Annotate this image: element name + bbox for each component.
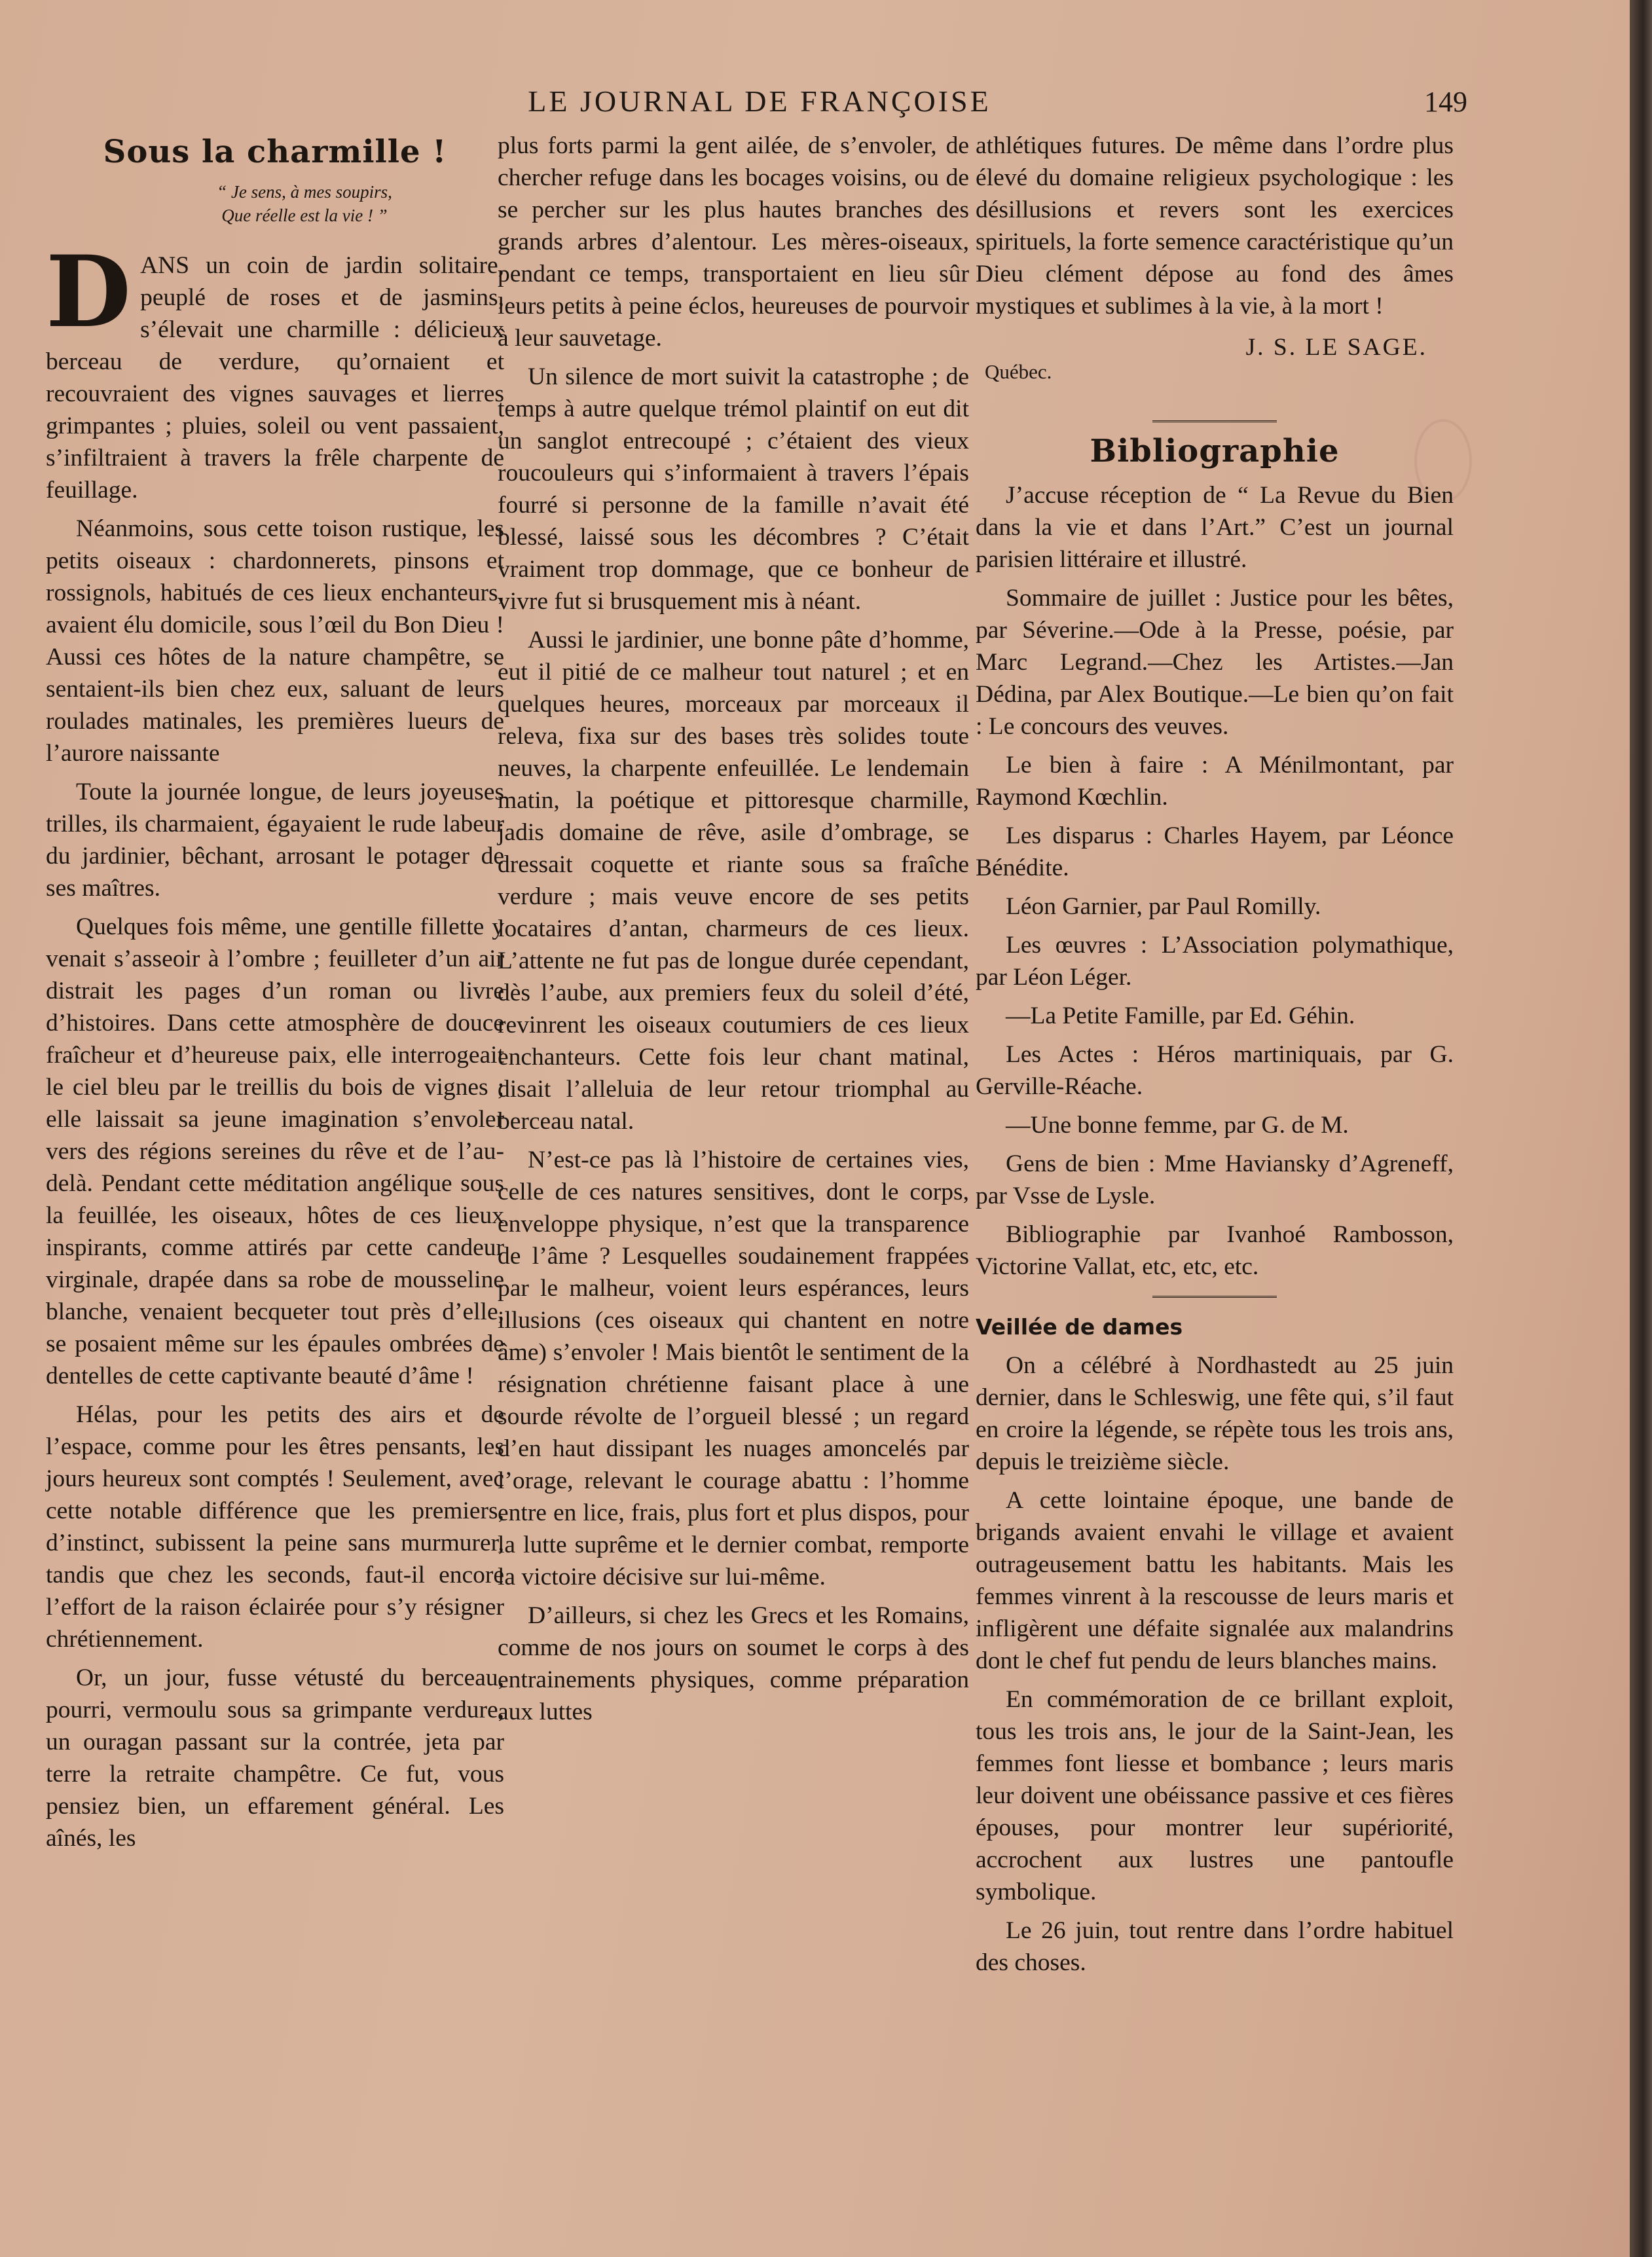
bibliography-paragraph-6: Les œuvres : L’Association polymathique, par Léon Léger. <box>976 932 1454 991</box>
column-1 <box>46 130 504 1861</box>
article-paragraph-2: Néanmoins, sous cette toison rustique, les petits oiseaux : chardonnerets, pinsons et rossignols, habitués de ces lieux enchanteurs, avaient élu domicile, sous l’œil du Bon Dieu ! Aussi ces hôtes de la nature champêtre, se sentaient-ils bien chez eux, saluant de leurs roulades matinales, les premières lueurs de l’aurore naissante <box>46 515 504 767</box>
bibliography-paragraph-8: Les Actes : Héros martiniquais, par G. Gerville-Réache. <box>976 1041 1454 1100</box>
column-3 <box>976 130 1454 1985</box>
bibliography-paragraph-3: Le bien à faire : A Ménilmontant, par Raymond Kœchlin. <box>976 752 1454 811</box>
article-paragraph-10: N’est-ce pas là l’histoire de certaines vies, celle de ces natures sensitives, dont le corps, enveloppe physique, n’est que la transparence de l’âme ? Lesquelles soudainement frappées par le malheur, voient leurs espérances, leurs illusions (ces oiseaux qui chantent en notre âme) s’envoler ! Mais bientôt le sentiment de la résignation chrétienne faisant place à une sourde révolte de l’orgueil blessé ; un regard d’en haut dissipant les nuages amoncelés par l’orage, relevant le courage abattu : l’homme entre en lice, frais, plus fort et plus dispos, pour la lutte suprême et le dernier combat, remporte la victoire décisive sur lui-même. <box>498 1147 969 1590</box>
bibliography-paragraph-10: Gens de bien : Mme Haviansky d’Agreneff, par Vsse de Lysle. <box>976 1150 1454 1209</box>
veillee-paragraph-4: Le 26 juin, tout rentre dans l’ordre habituel des choses. <box>976 1917 1454 1976</box>
epigraph <box>105 180 504 227</box>
section-divider <box>1152 1289 1277 1298</box>
article-paragraph-12: athlétiques futures. De même dans l’ordre plus élevé du domaine religieux psychologique : les désillusions et revers sont les exercices spirituels, la forte semence caractéristique qu’un Dieu clément dépose au fond des âmes mystiques et sublimes à la vie, à la mort ! <box>976 132 1454 320</box>
article-paragraph-9: Aussi le jardinier, une bonne pâte d’homme, eut il pitié de ce malheur tout naturel ; et en quelques heures, morceaux par morceaux il releva, fixa sur des bases très solides toute neuves, la charpente enfeuillée. Le lendemain matin, la poétique et pittoresque charmille, jadis domaine de rêve, asile d’ombrage, se dressait coquette et riante sous sa fraîche verdure ; mais veuve encore de ses petits locataires d’antan, charmeurs de ces lieux. L’attente ne fut pas de longue durée cependant, dès l’aube, aux premiers feux du soleil d’été, revinrent les oiseaux coutumiers de ces lieux enchanteurs. Cette fois leur chant matinal, disait l’alleluia de leur retour triomphal au berceau natal. <box>498 627 969 1135</box>
epigraph-line-1: “ Je sens, à mes soupirs, <box>217 182 392 202</box>
drop-cap: D <box>46 234 132 350</box>
section-divider <box>1152 414 1277 422</box>
article-paragraph-8: Un silence de mort suivit la catastrophe ; de temps à autre quelque trémol plaintif on eut dit un sanglot entrecoupé ; c’étaient des vieux roucouleurs qui s’informaient à travers l’épais fourré si personne de la famille n’avait été blessé, laissé sous les décombres ? C’était vraiment trop dommage, que ce bonheur de vivre fut si brusquement mis à néant. <box>498 363 969 615</box>
book-binding-edge <box>1630 0 1652 2257</box>
article-paragraph-5: Hélas, pour les petits des airs et de l’espace, comme pour les êtres pensants, les jours heureux sont comptés ! Seulement, avec cette notable différence que les premiers, d’instinct, subissent la peine sans murmurer, tandis que chez les seconds, faut-il encore l’effort de la raison éclairée pour s’y résigner chrétiennement. <box>46 1401 504 1653</box>
bibliography-paragraph-1: J’accuse réception de “ La Revue du Bien dans la vie et dans l’Art.” C’est un journal parisien littéraire et illustré. <box>976 482 1454 573</box>
veillee-title: Veillée de dames <box>976 1314 1183 1340</box>
article-paragraph-4: Quelques fois même, une gentille fillette y venait s’asseoir à l’ombre ; feuilleter d’un air distrait les pages d’un roman ou livre d’histoires. Dans cette atmosphère de douce fraîcheur et d’heureuse paix, elle interrogeait le ciel bleu par le treillis du bois de vignes ; elle laissait sa jeune imagination s’envoler vers des régions sereines du rêve et de l’au-delà. Pendant cette méditation angélique sous la feuillée, les oiseaux, hôtes de ces lieux inspirants, comme attirés par cette candeur virginale, drapée dans sa robe de mousseline blanche, venaient becqueter tout près d’elle, se posaient même sur les épaules ombrées de dentelles de cette captivante beauté d’âme ! <box>46 913 504 1389</box>
article-paragraph-3: Toute la journée longue, de leurs joyeuses trilles, ils charmaient, égayaient le rude labeur du jardinier, bêchant, arrosant le potager de ses maîtres. <box>46 779 504 902</box>
paragraph-text: ANS un coin de jardin solitaire, peuplé de roses et de jasmins, s’élevait une charmille : délicieux berceau de verdure, qu’ornaient et recouvraient des vignes sauvages et lierres grimpantes ; pluies, soleil ou vent passaient, s’infiltraient à travers la frêle charpente de feuillage. <box>46 252 504 504</box>
bibliography-title: Bibliographie <box>1090 433 1340 469</box>
column-2 <box>498 130 969 1734</box>
bibliography-paragraph-2: Sommaire de juillet : Justice pour les bêtes, par Séverine.—Ode à la Presse, poésie, par Marc Legrand.—Chez les Artistes.—Jan Dédina, par Alex Boutique.—Le bien qu’on fait : Le concours des veuves. <box>976 585 1454 740</box>
running-title: LE JOURNAL DE FRANÇOISE <box>528 84 991 118</box>
author-signature: J. S. LE SAGE. <box>1245 334 1427 361</box>
veillee-paragraph-1: On a célébré à Nordhastedt au 25 juin dernier, dans le Schleswig, une fête qui, s’il faut en croire la légende, se répète tous les trois ans, depuis le treizième siècle. <box>976 1352 1454 1475</box>
article-paragraph-11: D’ailleurs, si chez les Grecs et les Romains, comme de nos jours on soumet le corps à des entrainements physiques, comme préparation aux luttes <box>498 1602 969 1725</box>
bibliography-paragraph-9: —Une bonne femme, par G. de M. <box>1006 1112 1349 1139</box>
bibliography-paragraph-7: —La Petite Famille, par Ed. Géhin. <box>1006 1002 1355 1029</box>
page-number: 149 <box>1424 86 1467 118</box>
article-paragraph-1 <box>46 234 504 506</box>
veillee-paragraph-2: A cette lointaine époque, une bande de brigands avaient envahi le village et avaient outrageusement battu les habitants. Mais les femmes vinrent à la rescousse de leurs maris et infligèrent une défaite signalée aux malandrins dont le chef fut pendu de leurs blanches mains. <box>976 1487 1454 1674</box>
epigraph-line-2: Que réelle est la vie ! ” <box>221 206 388 225</box>
bibliography-paragraph-11: Bibliographie par Ivanhoé Rambosson, Victorine Vallat, etc, etc, etc. <box>976 1221 1454 1280</box>
bibliography-paragraph-5: Léon Garnier, par Paul Romilly. <box>1006 893 1321 920</box>
bibliography-paragraph-4: Les disparus : Charles Hayem, par Léonce Bénédite. <box>976 822 1454 881</box>
article-paragraph-7: plus forts parmi la gent ailée, de s’envoler, de chercher refuge dans les bocages voisins, ou de se percher sur les plus hautes branches des grands arbres d’alentour. Les mères-oiseaux, pendant ce temps, transportaient en lieu sûr leurs petits à peine éclos, heureuses de pourvoir à leur sauvetage. <box>498 132 969 352</box>
veillee-paragraph-3: En commémoration de ce brillant exploit, tous les trois ans, le jour de la Saint-Jean, les femmes font liesse et bombance ; leurs maris leur doivent une obéissance passive et ces fières épouses, pour montrer leur supériorité, accrochent aux lustres une pantoufle symbolique. <box>976 1686 1454 1905</box>
article-paragraph-6: Or, un jour, fusse vétusté du berceau, pourri, vermoulu sous sa grimpante verdure, un ouragan passant sur la contrée, jeta par terre la retraite champêtre. Ce fut, vous pensiez bien, un effarement général. Les aînés, les <box>46 1664 504 1852</box>
author-place: Québec. <box>985 360 1052 383</box>
article-title: Sous la charmille ! <box>103 134 447 170</box>
